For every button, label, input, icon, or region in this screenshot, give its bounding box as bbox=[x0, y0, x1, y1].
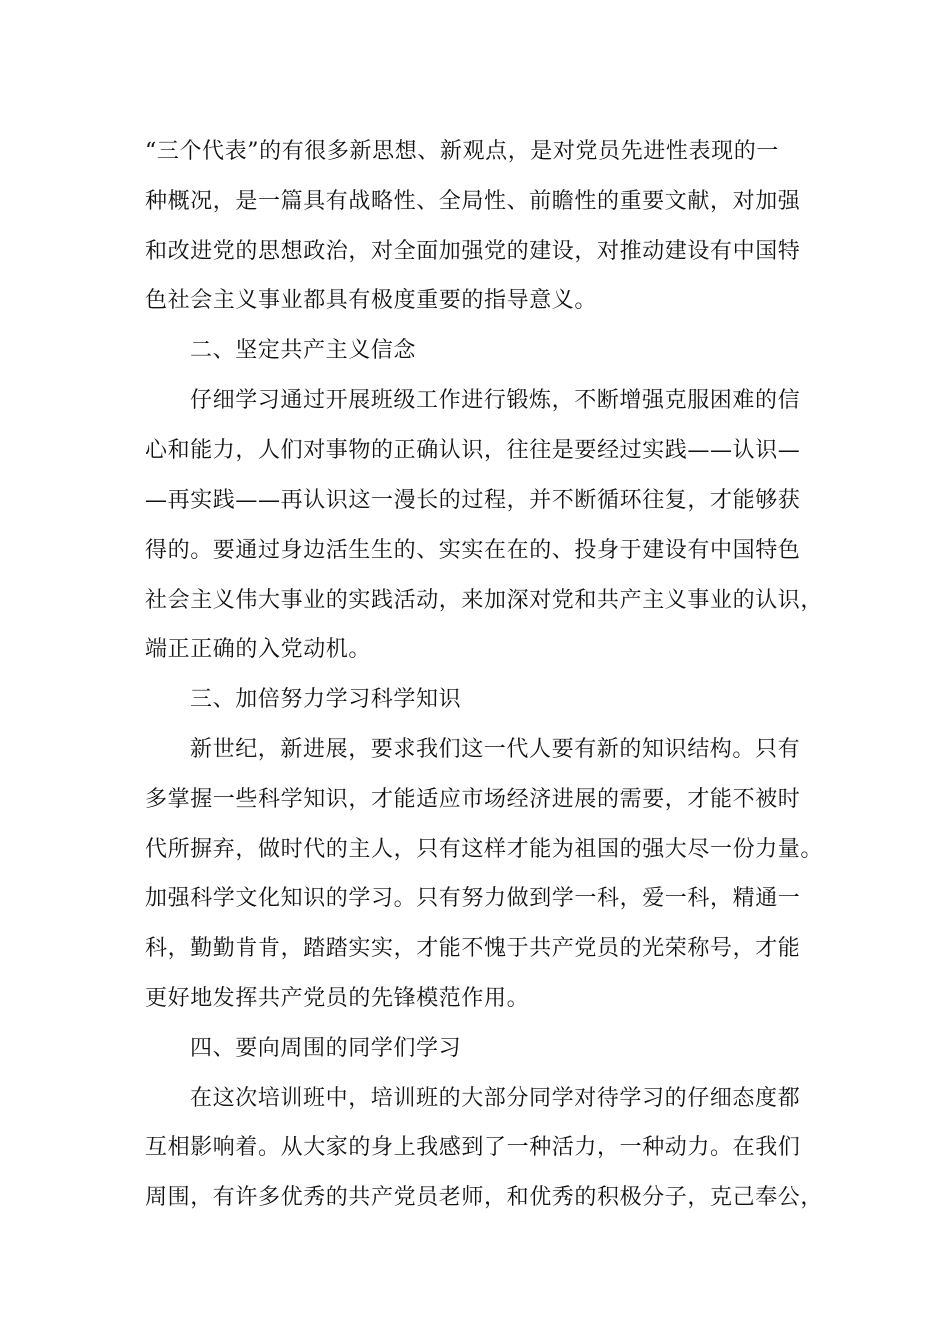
paragraph-line: 心和能力，人们对事物的正确认识，往往是要经过实践——认识— bbox=[145, 438, 801, 463]
paragraph-line: 更好地发挥共产党员的先锋模范作用。 bbox=[145, 986, 530, 1011]
paragraph-line: 新世纪，新进展，要求我们这一代人要有新的知识结构。只有 bbox=[190, 737, 801, 762]
paragraph-line: 仔细学习通过开展班级工作进行锻炼，不断增强克服困难的信 bbox=[190, 388, 801, 413]
paragraph-line: 得的。要通过身边活生生的、实实在在的、投身于建设有中国特色 bbox=[145, 538, 801, 563]
paragraph-line: 社会主义伟大事业的实践活动，来加深对党和共产主义事业的认识， bbox=[145, 588, 824, 613]
paragraph-line: 科，勤勤肯肯，踏踏实实，才能不愧于共产党员的光荣称号，才能 bbox=[145, 936, 801, 961]
paragraph-line: —再实践——再认识这一漫长的过程，并不断循环往复，才能够获 bbox=[145, 488, 801, 513]
paragraph-line: 和改进党的思想政治，对全面加强党的建设，对推动建设有中国特 bbox=[145, 239, 801, 264]
section-heading: 二、坚定共产主义信念 bbox=[190, 338, 417, 363]
paragraph-line: “三个代表”的有很多新思想、新观点，是对党员先进性表现的一 bbox=[145, 139, 779, 164]
paragraph-line: 互相影响着。从大家的身上我感到了一种活力，一种动力。在我们 bbox=[145, 1135, 801, 1160]
paragraph-line: 在这次培训班中，培训班的大部分同学对待学习的仔细态度都 bbox=[190, 1086, 801, 1111]
paragraph-line: 色社会主义事业都具有极度重要的指导意义。 bbox=[145, 288, 598, 313]
paragraph-line: 端正正确的入党动机。 bbox=[145, 637, 372, 662]
paragraph-line: 代所摒弃，做时代的主人，只有这样才能为祖国的强大尽一份力量。 bbox=[145, 837, 824, 862]
paragraph-line: 加强科学文化知识的学习。只有努力做到学一科，爱一科，精通一 bbox=[145, 886, 801, 911]
paragraph-line: 多掌握一些科学知识，才能适应市场经济进展的需要，才能不被时 bbox=[145, 787, 801, 812]
section-heading: 四、要向周围的同学们学习 bbox=[190, 1036, 462, 1061]
paragraph-line: 种概况，是一篇具有战略性、全局性、前瞻性的重要文献，对加强 bbox=[145, 189, 801, 214]
section-heading: 三、加倍努力学习科学知识 bbox=[190, 687, 462, 712]
paragraph-line: 周围，有许多优秀的共产党员老师，和优秀的积极分子，克己奉公， bbox=[145, 1185, 824, 1210]
